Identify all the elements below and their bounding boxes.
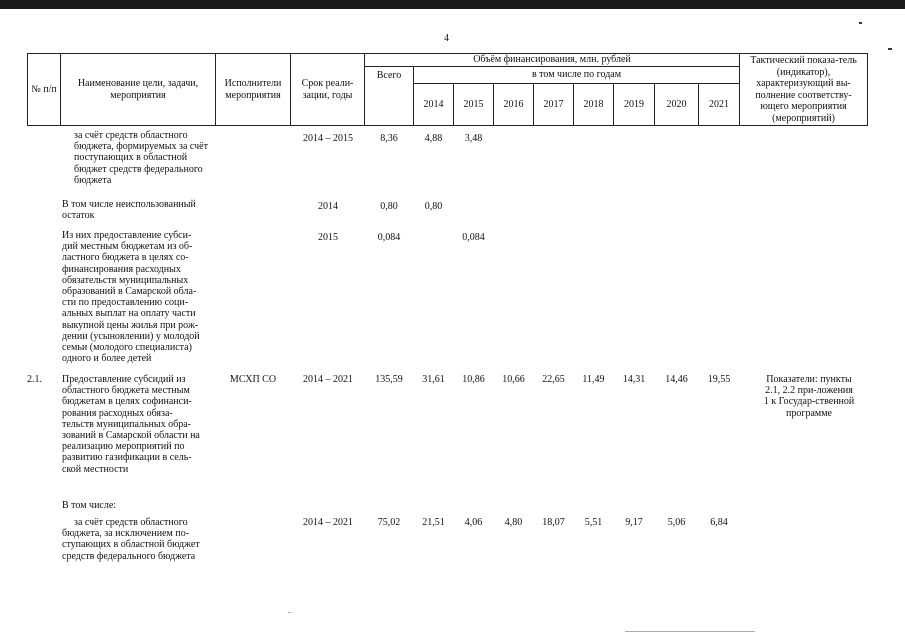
row-year-value: 0,084 bbox=[462, 232, 485, 243]
row-year-value: 9,17 bbox=[625, 517, 643, 528]
row-year-value: 22,65 bbox=[542, 374, 565, 385]
row-indicator: Показатели: пункты 2.1, 2.2 при-ложения 1 к Государ-ственной программе bbox=[763, 374, 855, 419]
header-by-years: в том числе по годам bbox=[413, 66, 740, 84]
scan-speck bbox=[288, 612, 291, 613]
page-number: 4 bbox=[444, 33, 449, 44]
row-year-value: 10,86 bbox=[462, 374, 485, 385]
row-year-value: 19,55 bbox=[707, 374, 731, 385]
row-year-value: 5,51 bbox=[584, 517, 603, 528]
header-year: 2018 bbox=[573, 83, 614, 126]
scan-line bbox=[625, 631, 755, 632]
row-year-value: 4,06 bbox=[464, 517, 483, 528]
header-year: 2021 bbox=[698, 83, 740, 126]
header-year: 2019 bbox=[613, 83, 655, 126]
row-total: 8,36 bbox=[380, 133, 398, 144]
row-period: 2014 bbox=[318, 201, 338, 212]
row-number: 2.1. bbox=[27, 374, 42, 385]
row-total: 0,80 bbox=[380, 201, 398, 212]
header-year: 2020 bbox=[654, 83, 699, 126]
row-year-value: 14,46 bbox=[665, 374, 688, 385]
row-total: 75,02 bbox=[377, 517, 401, 528]
row-year-value: 11,49 bbox=[582, 374, 605, 385]
row-period: 2014 – 2015 bbox=[303, 133, 353, 144]
row-total: 0,084 bbox=[377, 232, 401, 243]
row-year-value: 4,80 bbox=[504, 517, 523, 528]
row-name: за счёт средств областного бюджета, за исключением по- ступающих в областной бюджет средств федерального бюджета bbox=[62, 517, 200, 562]
row-period: 2015 bbox=[318, 232, 338, 243]
row-name: за счёт средств областного бюджета, формируемых за счёт поступающих в областной бюджет средств федерального бюджета bbox=[74, 130, 208, 186]
row-name: В том числе: bbox=[62, 500, 117, 511]
row-name: Из них предоставление субси- дий местным бюджетам из об- ластного бюджета в целях со- финансирования расходных обязательств муниципальных образований в Самарской обла- сти по предоставлению соци- альных выплат на оплату части выкупной цены жилья при рож- дении (усыновлении) у молодой семьи (молодого специалиста) одного и более детей bbox=[62, 230, 200, 365]
header-executors: Исполнители мероприятия bbox=[215, 53, 291, 126]
header-year: 2016 bbox=[493, 83, 534, 126]
scan-speck bbox=[859, 22, 862, 24]
row-year-value: 14,31 bbox=[622, 374, 646, 385]
row-year-value: 6,84 bbox=[710, 517, 728, 528]
row-name: Предоставление субсидий из областного бюджета местным бюджетам в целях софинанси- рования расходных обяза- тельств муниципальных обра- зований в Самарской области на реализацию мероприятий по развитию газификации в сель- ской местности bbox=[62, 374, 200, 475]
row-year-value: 5,06 bbox=[667, 517, 686, 528]
header-total: Всего bbox=[364, 66, 414, 126]
row-year-value: 31,61 bbox=[422, 374, 445, 385]
header-indicator: Тактический показа-тель (индикатор), характеризующий вы-полнение соответству-ющего мероприятия (мероприятий) bbox=[739, 53, 868, 126]
row-period: 2014 – 2021 bbox=[303, 374, 353, 385]
row-year-value: 18,07 bbox=[542, 517, 565, 528]
header-year: 2015 bbox=[453, 83, 494, 126]
row-year-value: 0,80 bbox=[424, 201, 443, 212]
row-year-value: 3,48 bbox=[464, 133, 483, 144]
row-name: В том числе неиспользованный остаток bbox=[62, 199, 196, 222]
row-period: 2014 – 2021 bbox=[303, 517, 353, 528]
row-executor: МСХП СО bbox=[229, 374, 277, 385]
scan-top-edge bbox=[0, 0, 905, 9]
header-num: № п/п bbox=[27, 53, 61, 126]
row-year-value: 10,66 bbox=[502, 374, 525, 385]
row-total: 135,59 bbox=[375, 374, 403, 385]
row-year-value: 4,88 bbox=[424, 133, 443, 144]
header-name: Наименование цели, задачи, мероприятия bbox=[60, 53, 216, 126]
row-year-value: 21,51 bbox=[422, 517, 445, 528]
header-funding: Объём финансирования, млн. рублей bbox=[364, 53, 740, 67]
scan-speck bbox=[888, 48, 892, 50]
header-year: 2017 bbox=[533, 83, 574, 126]
header-year: 2014 bbox=[413, 83, 454, 126]
header-period: Срок реали-зации, годы bbox=[290, 53, 365, 126]
